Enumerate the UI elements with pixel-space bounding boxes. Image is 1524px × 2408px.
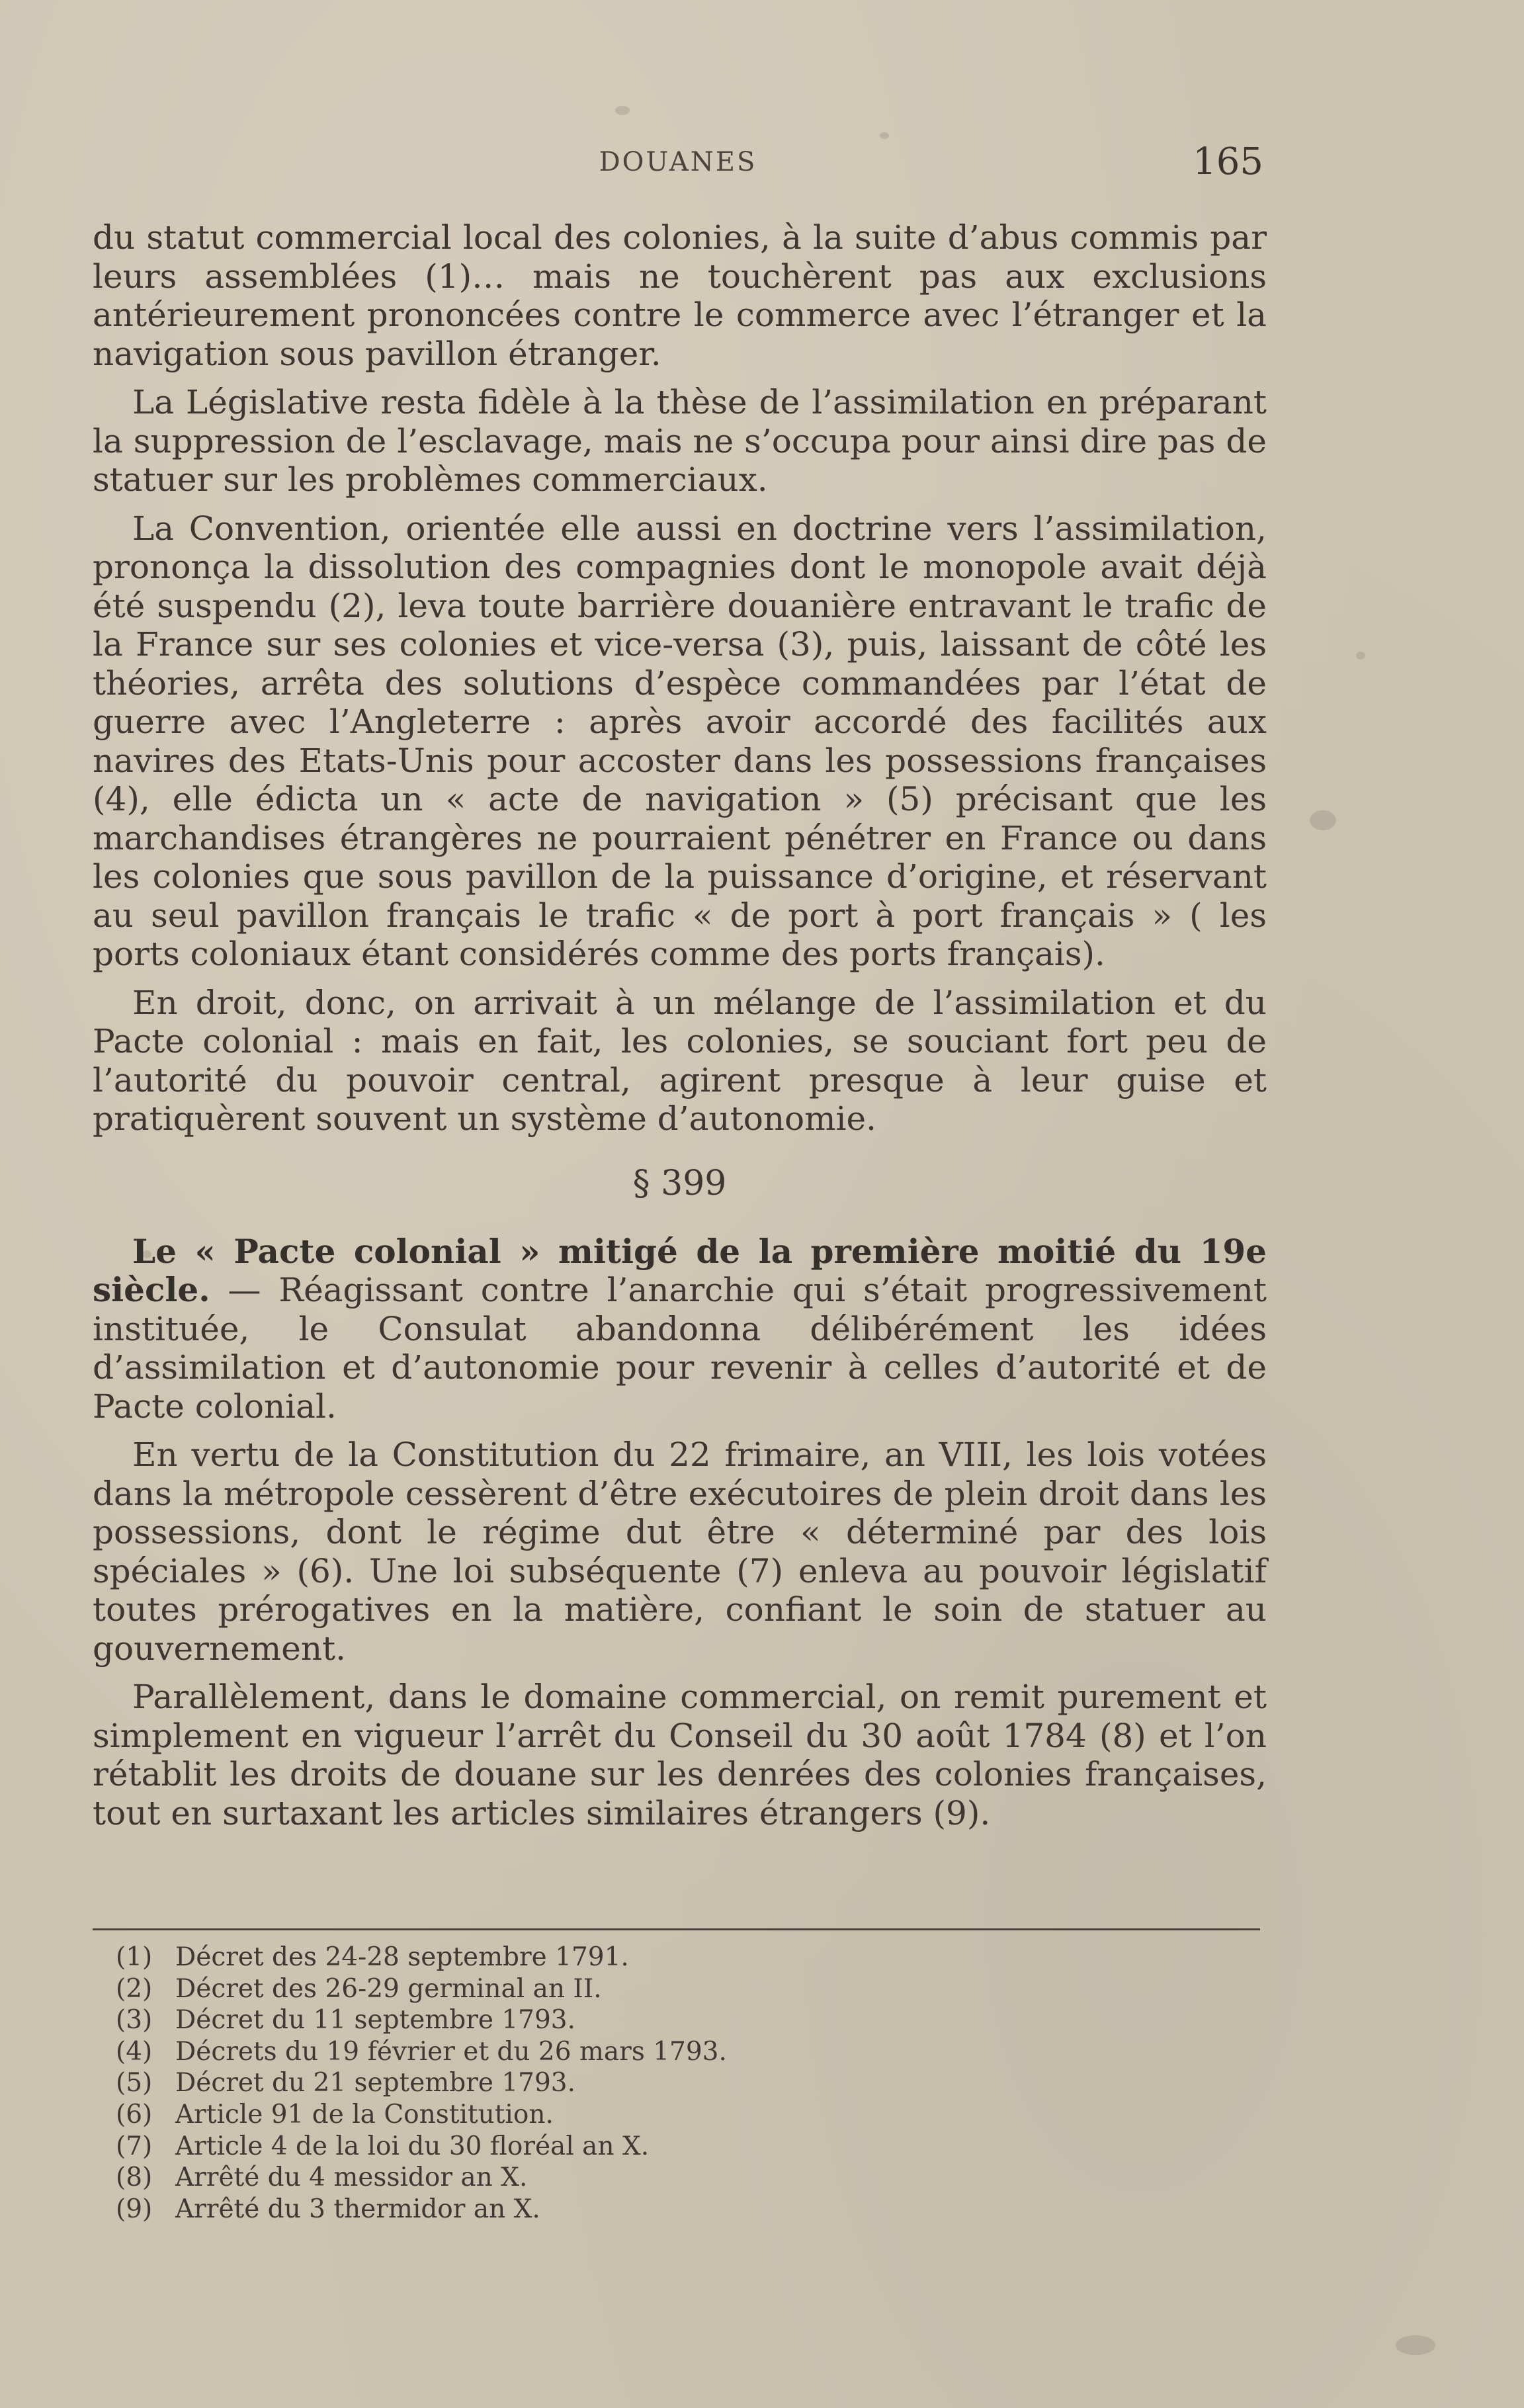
footnote-text: Décret des 24-28 septembre 1791. [175,1942,629,1972]
paragraph: La Législative resta fidèle à la thèse de l’assimilation en préparant la suppression de l’esclavage, mais ne s’occupa pour ainsi dire pas de statuer sur les problèmes commerciaux. [93,383,1267,499]
footnote [116,2067,1042,2099]
footnote [116,2131,1042,2163]
footnote-number: (2) [116,1973,153,2004]
paragraph: du statut commercial local des colonies, à la suite d’abus commis par leurs assemblées (1)… mais ne touchèrent pas aux exclusions antérieurement prononcées contre le commerce avec l’étranger et la navigation sous pavillon étranger. [93,218,1267,373]
paper-speck [615,106,630,115]
page-header [93,140,1263,200]
body-text [93,218,1267,1842]
footnote-text: Article 4 de la loi du 30 floréal an X. [175,2131,650,2161]
footnote-number: (7) [116,2131,153,2161]
section-heading: Le « Pacte colonial » mitigé de la première moitié du 19e siècle. [93,1231,1267,1309]
footnote-number: (3) [116,2005,153,2036]
footnote-text: Décret du 11 septembre 1793. [175,2005,576,2036]
footnote-text: Article 91 de la Constitution. [175,2099,554,2129]
footnote [116,2099,1042,2131]
footnote [116,2036,1042,2068]
footnote-number: (1) [116,1942,153,1972]
paper-speck [1310,810,1336,830]
footnote [116,2162,1042,2194]
section-number: § 399 [632,1163,727,1203]
page-number: 165 [1193,140,1263,183]
footnote-text: Décret des 26-29 germinal an II. [175,1973,602,2004]
paragraph: Parallèlement, dans le domaine commercial, on remit purement et simplement en vigueur l’arrêt du Conseil du 30 août 1784 (8) et l’on rétablit les droits de douane sur les denrées des colonies françaises, tout en surtaxant les articles similaires étrangers (9). [93,1678,1267,1832]
paper-speck [880,132,889,139]
paragraph: En droit, donc, on arrivait à un mélange de l’assimilation et du Pacte colonial : mais en fait, les colonies, se souciant fort peu de l’autorité du pouvoir central, agirent presque à leur guise et pratiquèrent souvent un système d’autonomie. [93,983,1267,1138]
paper-speck [1356,652,1365,660]
footnote [116,2004,1042,2036]
footnote-number: (4) [116,2036,153,2067]
footnote-text: Arrêté du 3 thermidor an X. [175,2194,540,2224]
footnote-text: Décret du 21 septembre 1793. [175,2068,576,2098]
footnote-number: (8) [116,2163,153,2193]
paragraph: La Convention, orientée elle aussi en doctrine vers l’assimilation, prononça la dissolution des compagnies dont le monopole avait déjà été suspendu (2), leva toute barrière douanière entravant le trafic de la France sur ses colonies et vice-versa (3), puis, laissant de côté les théories, arrêta des solutions d’espèce commandées par l’état de guerre avec l’Angleterre : après avoir accordé des facilités aux navires des Etats-Unis pour accoster dans les possessions françaises (4), elle édicta un « acte de navigation » (5) précisant que les marchandises étrangères ne pourraient pénétrer en France ou dans les colonies que sous pavillon de la puissance d’origine, et réservant au seul pavillon français le trafic « de port à port français » ( les ports coloniaux étant considérés comme des ports français). [93,509,1267,973]
footnote-number: (6) [116,2099,153,2129]
footnote [116,1942,1042,1973]
paragraph-with-heading [93,1232,1267,1426]
footnote [116,1973,1042,2005]
footnote-separator [93,1928,1260,1930]
footnote-number: (9) [116,2194,153,2224]
running-title: DOUANES [599,147,757,177]
paragraph-text: — Réagissant contre l’anarchie qui s’était progressivement instituée, le Consulat abandonna délibérément les idées d’assimilation et d’autonomie pour revenir à celles d’autorité et de Pacte colonial. [93,1271,1267,1426]
footnotes [116,1942,1042,2225]
footnote-number: (5) [116,2068,153,2098]
footnote-text: Arrêté du 4 messidor an X. [175,2163,528,2193]
footnote-text: Décrets du 19 février et du 26 mars 1793. [175,2036,727,2067]
paragraph: En vertu de la Constitution du 22 frimaire, an VIII, les lois votées dans la métropole cessèrent d’être exécutoires de plein droit dans les possessions, dont le régime dut être « déterminé par des lois spéciales » (6). Une loi subséquente (7) enleva au pouvoir législatif toutes prérogatives en la matière, confiant le soin de statuer au gouvernement. [93,1436,1267,1668]
paper-speck [1396,2335,1435,2355]
footnote [116,2194,1042,2225]
